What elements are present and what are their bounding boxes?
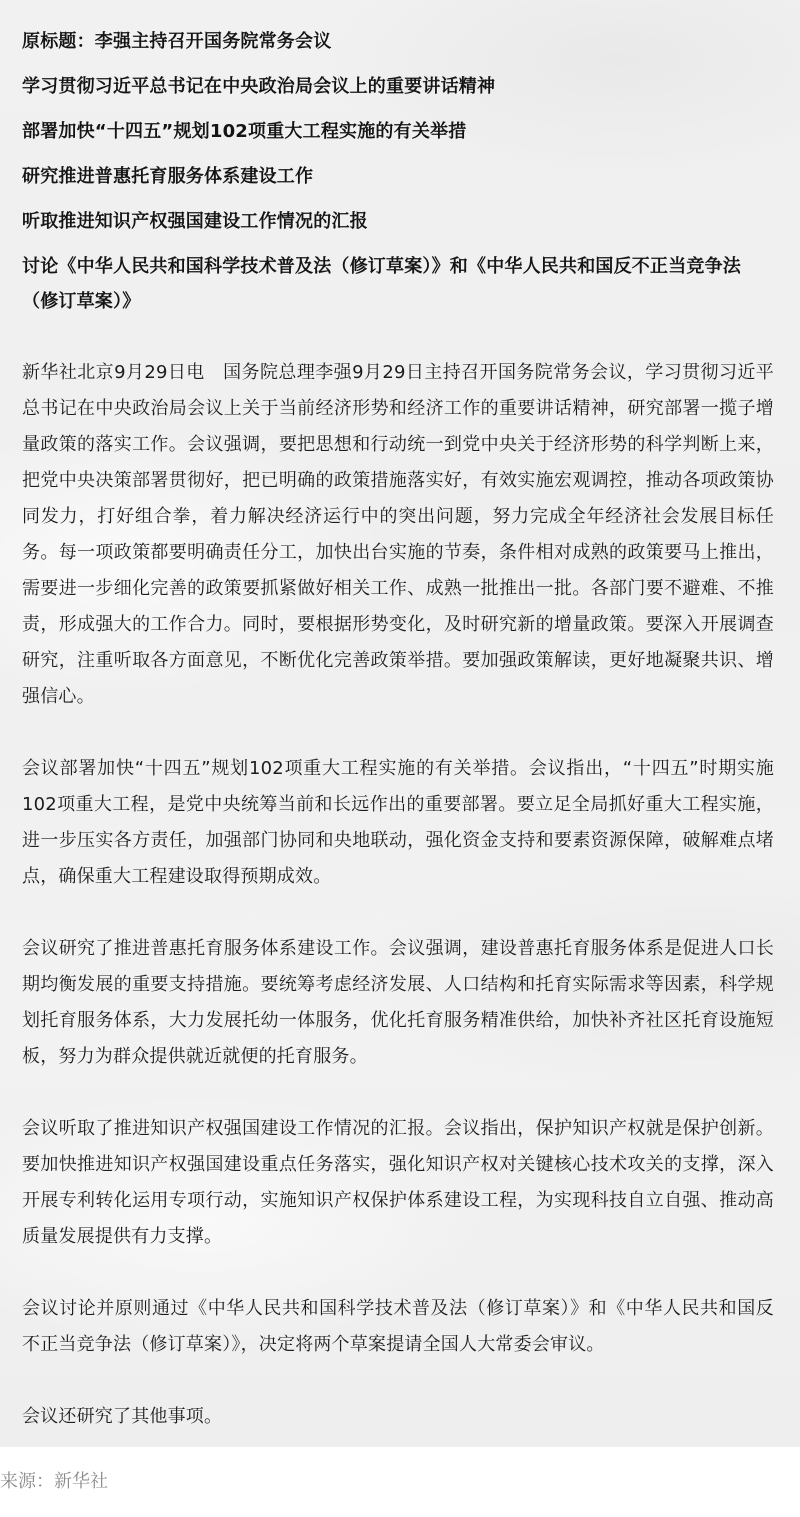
headline-item: 学习贯彻习近平总书记在中央政治局会议上的重要讲话精神	[22, 76, 496, 97]
body-paragraph: 会议还研究了其他事项。	[22, 1406, 223, 1427]
paragraph-spacer	[22, 895, 774, 931]
original-title: 原标题：李强主持召开国务院常务会议	[22, 31, 332, 52]
source-label: 来源：新华社	[0, 1471, 108, 1492]
headline-item: 研究推进普惠托育服务体系建设工作	[22, 166, 314, 187]
paragraph-spacer	[22, 715, 774, 751]
body-paragraph: 会议部署加快“十四五”规划102项重大工程实施的有关举措。会议指出，“十四五”时期实施102项重大工程，是党中央统筹当前和长远作出的重要部署。要立足全局抓好重大工程实施，进一步压实各方责任，加强部门协同和央地联动，强化资金支持和要素资源保障，破解难点堵点，确保重大工程建设取得预期成效。	[22, 758, 774, 887]
body-paragraph: 会议讨论并原则通过《中华人民共和国科学技术普及法（修订草案）》和《中华人民共和国反不正当竞争法（修订草案）》，决定将两个草案提请全国人大常委会审议。	[22, 1298, 774, 1355]
headline-item: 讨论《中华人民共和国科学技术普及法（修订草案）》和《中华人民共和国反不正当竞争法（修订草案）》	[22, 256, 741, 312]
headline-list	[22, 24, 774, 319]
body-paragraph: 会议听取了推进知识产权强国建设工作情况的汇报。会议指出，保护知识产权就是保护创新。要加快推进知识产权强国建设重点任务落实，强化知识产权对关键核心技术攻关的支撑，深入开展专利转化运用专项行动，实施知识产权保护体系建设工程，为实现科技自立自强、推动高质量发展提供有力支撑。	[22, 1118, 774, 1247]
paragraph-spacer	[22, 1075, 774, 1111]
body-paragraph: 会议研究了推进普惠托育服务体系建设工作。会议强调，建设普惠托育服务体系是促进人口长期均衡发展的重要支持措施。要统筹考虑经济发展、人口结构和托育实际需求等因素，科学规划托育服务体系，大力发展托幼一体服务，优化托育服务精准供给，加快补齐社区托育设施短板，努力为群众提供就近就便的托育服务。	[22, 938, 774, 1067]
article-footer	[0, 1447, 800, 1517]
headline-item: 听取推进知识产权强国建设工作情况的汇报	[22, 211, 368, 232]
paragraph-spacer	[22, 1255, 774, 1291]
body-paragraph: 新华社北京9月29日电 国务院总理李强9月29日主持召开国务院常务会议，学习贯彻习近平总书记在中央政治局会议上关于当前经济形势和经济工作的重要讲话精神，研究部署一揽子增量政策的落实工作。会议强调，要把思想和行动统一到党中央关于经济形势的科学判断上来，把党中央决策部署贯彻好，把已明确的政策措施落实好，有效实施宏观调控，推动各项政策协同发力，打好组合拳，着力解决经济运行中的突出问题，努力完成全年经济社会发展目标任务。每一项政策都要明确责任分工，加快出台实施的节奏，条件相对成熟的政策要马上推出，需要进一步细化完善的政策要抓紧做好相关工作、成熟一批推出一批。各部门要不避难、不推责，形成强大的工作合力。同时，要根据形势变化，及时研究新的增量政策。要深入开展调查研究，注重听取各方面意见，不断优化完善政策举措。要加强政策解读，更好地凝聚共识、增强信心。	[22, 362, 774, 707]
headline-item: 部署加快“十四五”规划102项重大工程实施的有关举措	[22, 121, 467, 142]
paragraph-spacer	[22, 1363, 774, 1399]
